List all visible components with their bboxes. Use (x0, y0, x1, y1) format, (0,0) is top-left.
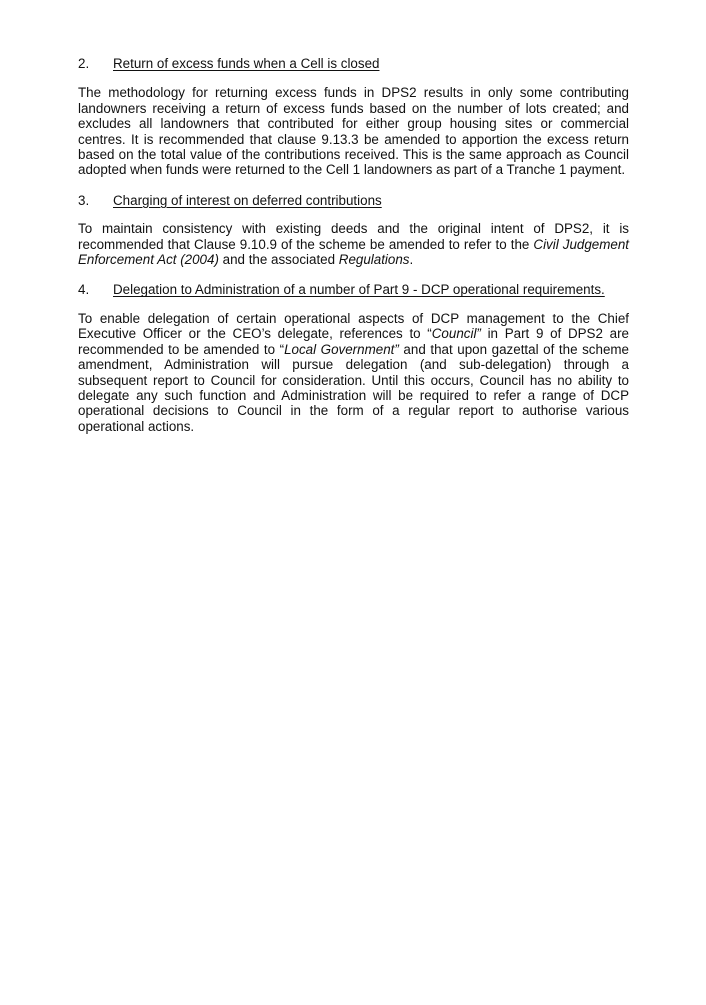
section-number: 3. (78, 192, 90, 208)
council-term: Council” (431, 326, 481, 342)
paragraph-text: and the associated (218, 252, 339, 268)
section-number: 2. (78, 56, 90, 71)
section-heading (78, 282, 629, 297)
paragraph-text: . (409, 252, 414, 268)
section-heading (78, 193, 629, 208)
section-paragraph (78, 311, 629, 434)
section-paragraph: The methodology for returning excess funds in DPS2 results in only some contributing landowners receiving a return of excess funds based on the number of lots created; and excludes all landowners that contributed for either group housing sites or commercial centres. It is recommended that clause 9.13.3 be amended to apportion the excess return based on the total value of the contributions received. This is the same approach as Council adopted when funds were returned to the Cell 1 landowners as part of a Tranche 1 payment. (78, 85, 629, 178)
regulations-term: Regulations (338, 252, 410, 268)
paragraph-text: and that upon gazettal of the scheme amendment, Administration will pursue delegation (and sub-delegation) through a subsequent report to Council for consideration. Until this occurs, Council has no ability to delegate any such function and Administration will be required to refer a range of DCP operational decisions to Council in the form of a regular report to authorise various operational actions. (78, 341, 629, 434)
document-page (78, 56, 629, 449)
paragraph-text: To maintain consistency with existing deeds and the original intent of DPS2, it is recommended that Clause 9.10.9 of the scheme be amended to refer to the (78, 221, 629, 252)
paragraph-text: To enable delegation of certain operational aspects of DCP management to the Chief Executive Officer or the CEO’s delegate, references to “ (78, 310, 629, 342)
paragraph-text: in Part 9 of DPS2 are recommended to be amended to “ (78, 326, 629, 357)
section-paragraph (78, 221, 629, 267)
section-title: Delegation to Administration of a number of Part 9 - DCP operational requirements. (113, 282, 605, 298)
section-title: Return of excess funds when a Cell is closed (113, 56, 380, 71)
local-government-term: Local Government” (284, 341, 399, 357)
section-title: Charging of interest on deferred contributions (113, 192, 382, 208)
section-number: 4. (78, 282, 90, 298)
section-heading (78, 56, 629, 71)
act-name: Civil Judgement Enforcement Act (2004) (78, 236, 630, 268)
